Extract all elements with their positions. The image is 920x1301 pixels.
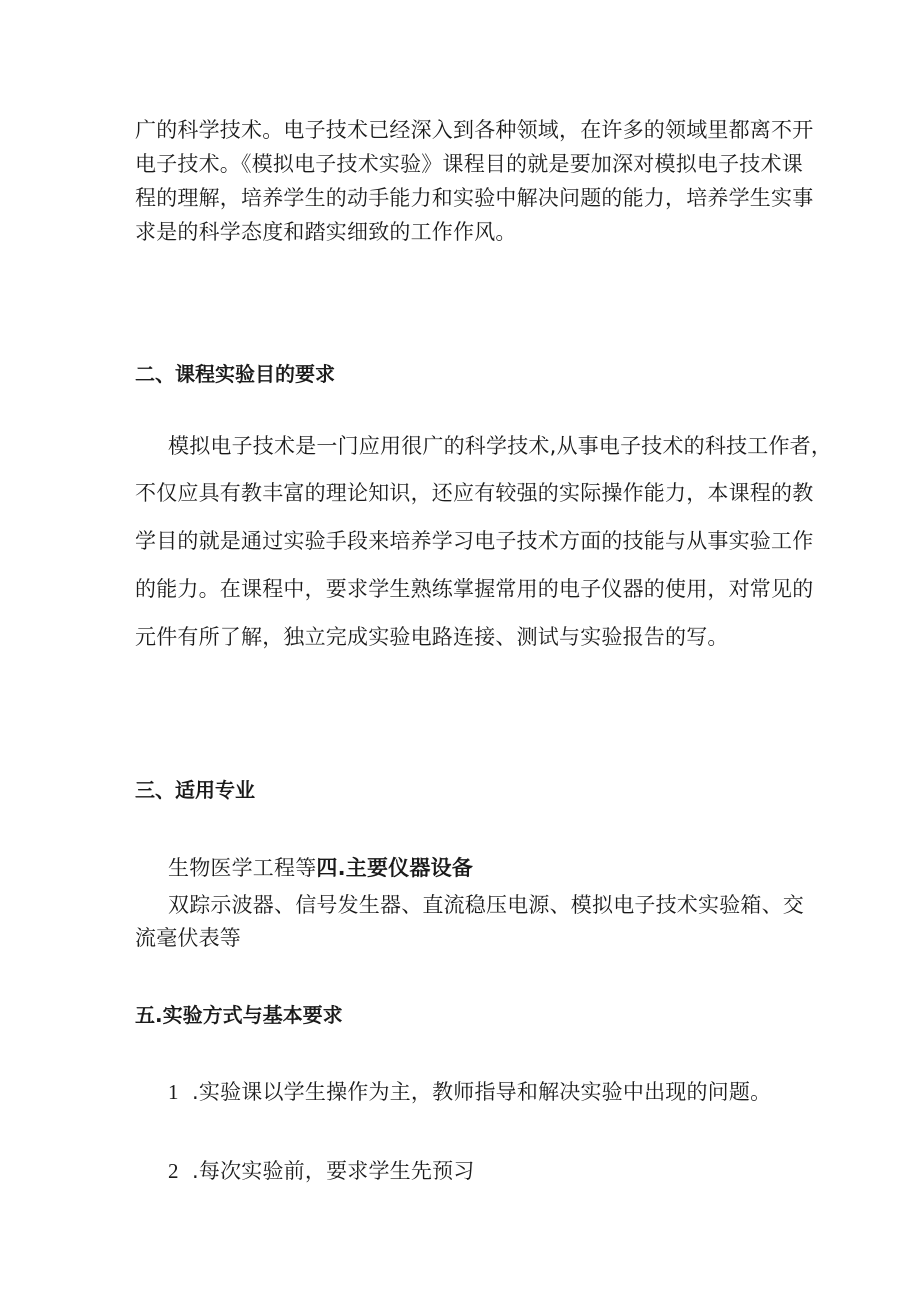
section-4-heading: 四.主要仪器设备	[316, 856, 473, 880]
requirement-item-2	[168, 1155, 474, 1187]
intro-line-4: 求是的科学态度和踏实细致的工作作风。	[135, 220, 517, 244]
section-2-heading: 二、课程实验目的要求	[135, 362, 335, 386]
intro-line-1: 广的科学技术。电子技术已经深入到各种领域，在许多的领域里都离不开	[135, 118, 814, 142]
requirement-text: .每次实验前，要求学生先预习	[192, 1159, 475, 1183]
section-2-line-5: 元件有所了解，独立完成实验电路连接、测试与实验报告的写。	[135, 625, 729, 649]
section-2-line-3: 学目的就是通过实验手段来培养学习电子技术方面的技能与从事实验工作	[135, 529, 814, 553]
section-2-line-4: 的能力。在课程中，要求学生熟练掌握常用的电子仪器的使用，对常见的	[135, 577, 814, 601]
section-2-line-1: 模拟电子技术是一门应用很广的科学技术,从事电子技术的科技工作者，	[168, 434, 833, 458]
equipment-line-2: 流毫伏表等	[135, 926, 241, 950]
major-line	[168, 852, 473, 884]
equipment-line-1: 双踪示波器、信号发生器、直流稳压电源、模拟电子技术实验箱、交	[168, 893, 804, 917]
section-5-heading: 五.实验方式与基本要求	[135, 1003, 343, 1027]
requirement-number: 2	[168, 1159, 179, 1183]
major-text: 生物医学工程等	[168, 856, 317, 880]
intro-line-2: 电子技术。《模拟电子技术实验》课程目的就是要加深对模拟电子技术课	[135, 152, 803, 176]
requirement-text: .实验课以学生操作为主，教师指导和解决实验中出现的问题。	[192, 1080, 772, 1104]
section-2-line-2: 不仅应具有教丰富的理论知识，还应有较强的实际操作能力，本课程的教	[135, 481, 814, 505]
intro-line-3: 程的理解，培养学生的动手能力和实验中解决问题的能力，培养学生实事	[135, 186, 814, 210]
requirement-item-1	[168, 1076, 771, 1108]
section-3-heading: 三、适用专业	[135, 778, 255, 802]
requirement-number: 1	[168, 1080, 179, 1104]
